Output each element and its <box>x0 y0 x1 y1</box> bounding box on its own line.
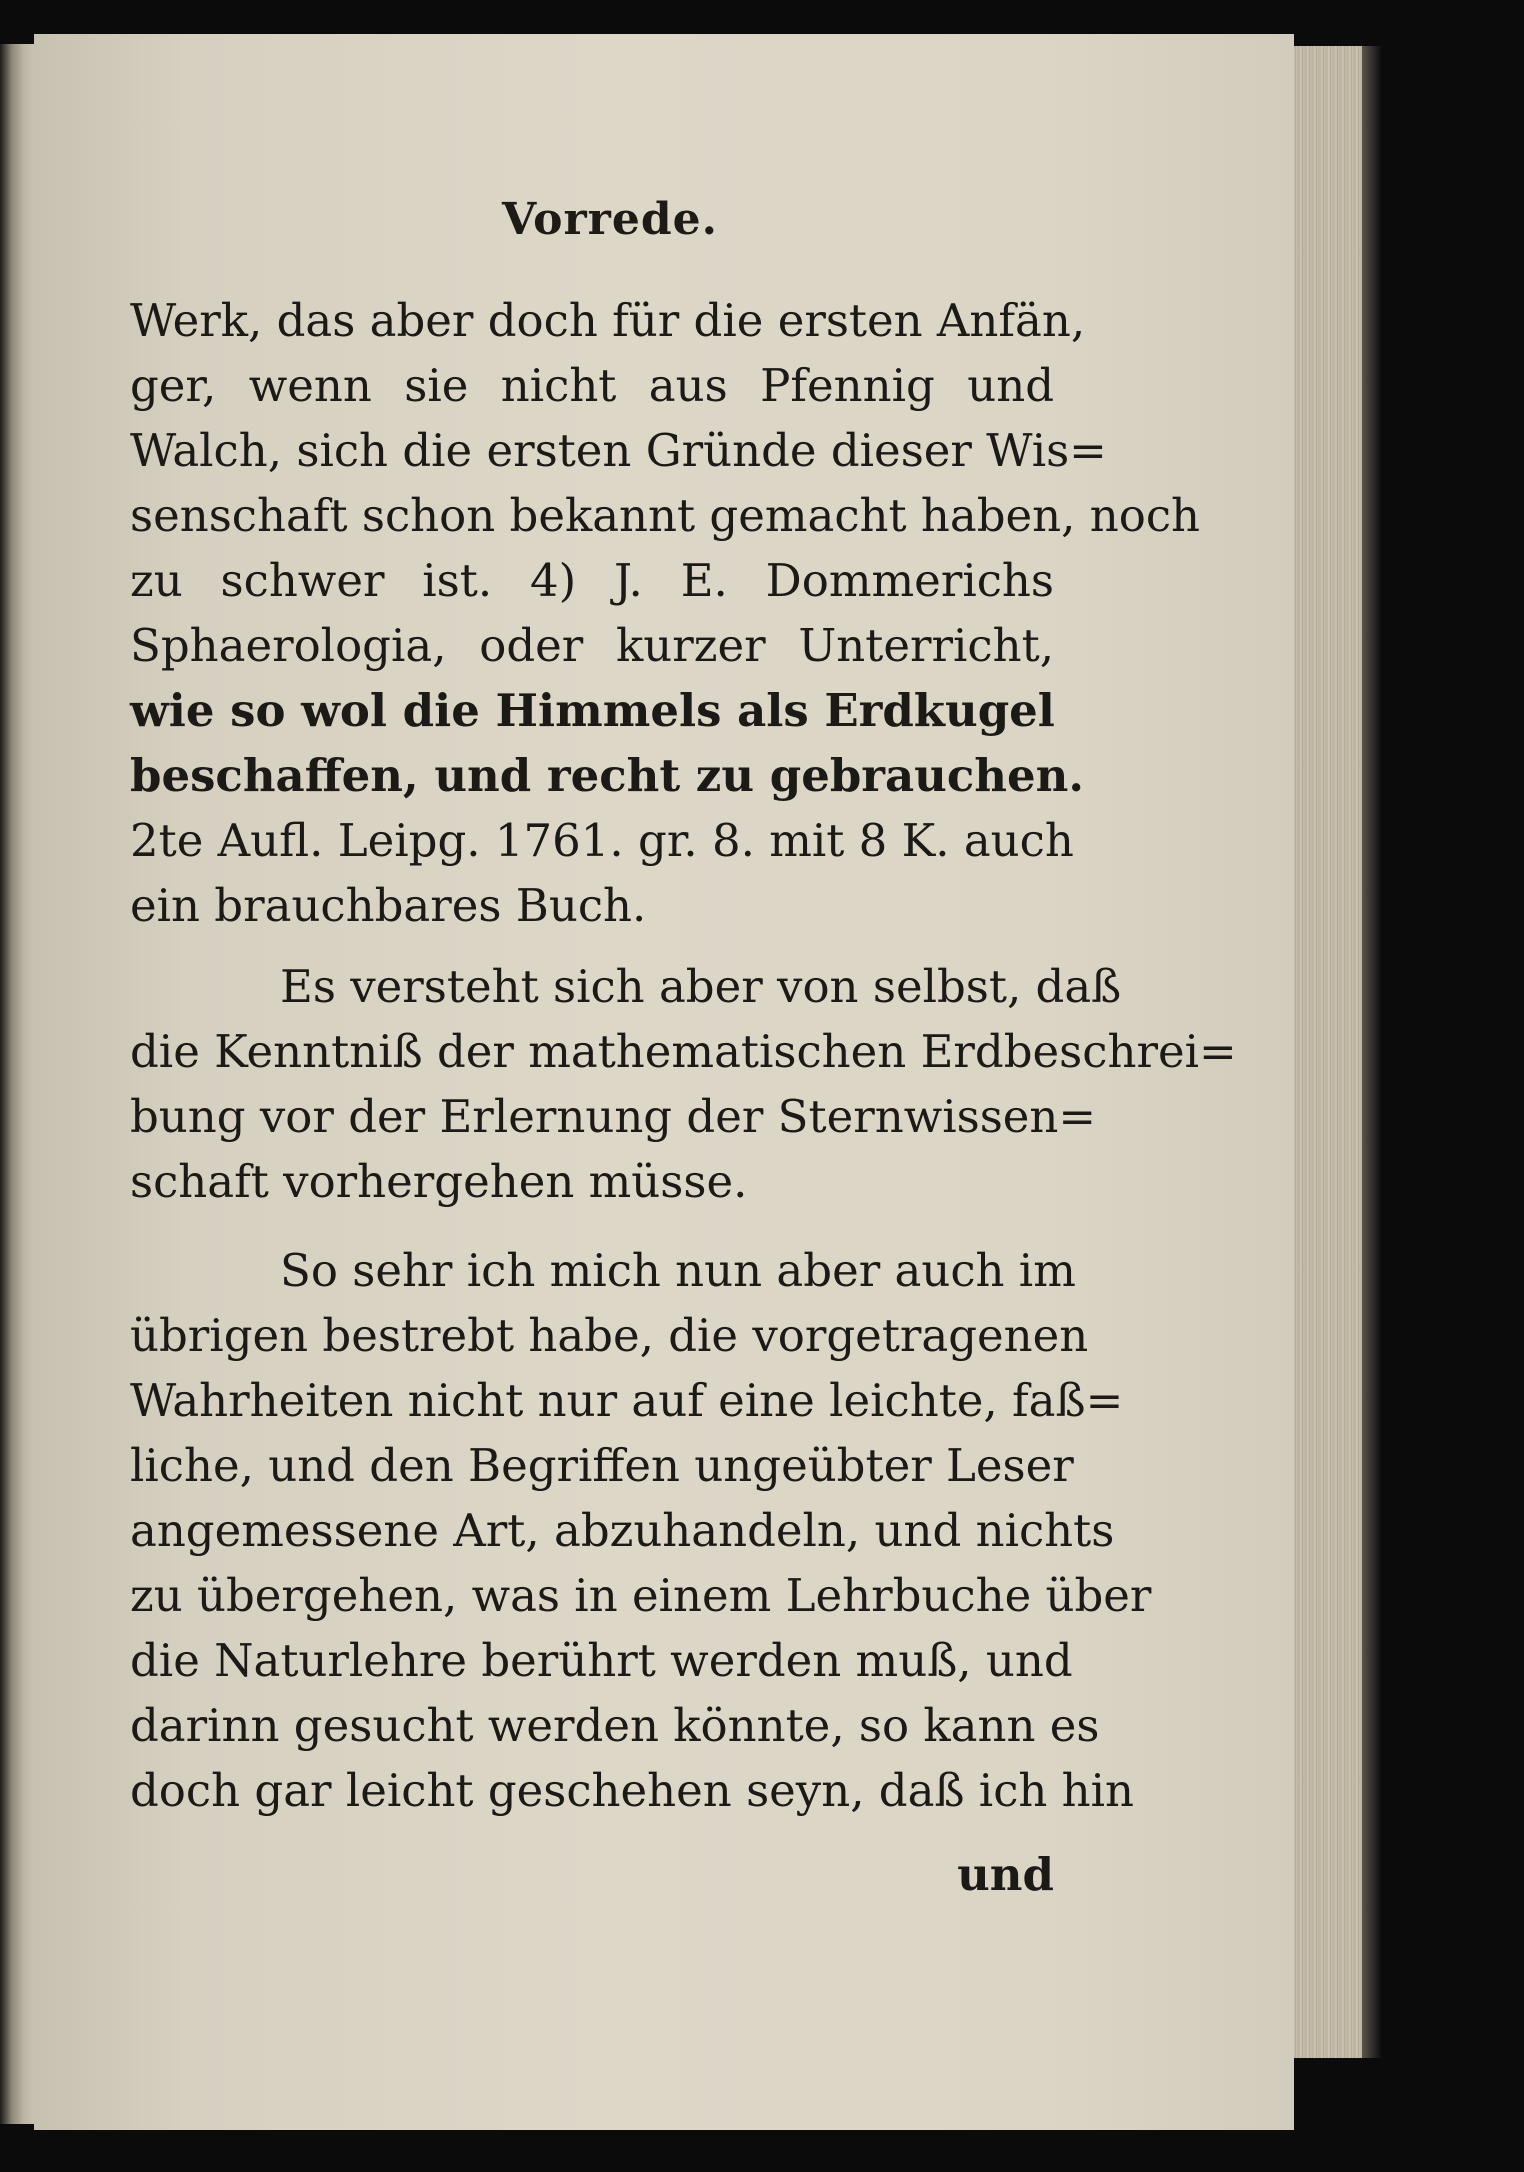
text-line: bung vor der Erlernung der Sternwissen= <box>130 1090 1097 1143</box>
text-line: angemessene Art, abzuhandeln, und nichts <box>130 1504 1115 1557</box>
text-line: schaft vorhergehen müsse. <box>130 1155 748 1208</box>
text-line: senschaft schon bekannt gemacht haben, noch <box>130 489 1201 542</box>
text-line: ein brauchbares Buch. <box>130 879 647 932</box>
paragraph-2 <box>130 954 1237 1214</box>
text-line: Walch, sich die ersten Gründe dieser Wis= <box>130 424 1107 477</box>
running-header: Vorrede. <box>502 194 718 245</box>
text-line: wie so wol die Himmels als Erdkugel <box>130 684 1055 737</box>
text-line: doch gar leicht geschehen seyn, daß ich hin <box>130 1764 1135 1817</box>
text-line: liche, und den Begriffen ungeübter Leser <box>130 1439 1074 1492</box>
text-line: zu übergehen, was in einem Lehrbuche über <box>130 1569 1152 1622</box>
catchword: und <box>957 1848 1054 1901</box>
text-line: Werk, das aber doch für die ersten Anfän, <box>130 294 1086 347</box>
paragraph-1 <box>130 288 1201 938</box>
text-line: 2te Aufl. Leipg. 1761. gr. 8. mit 8 K. auch <box>130 814 1074 867</box>
page-stack-shadow <box>1362 46 1382 2058</box>
text-line: zu schwer ist. 4) J. E. Dommerichs <box>130 554 1054 607</box>
text-line: beschaffen, und recht zu gebrauchen. <box>130 749 1085 802</box>
text-line: darinn gesucht werden könnte, so kann es <box>130 1699 1100 1752</box>
text-line: die Kenntniß der mathematischen Erdbeschrei= <box>130 1025 1237 1078</box>
text-line: ger, wenn sie nicht aus Pfennig und <box>130 359 1054 412</box>
text-line: die Naturlehre berührt werden muß, und <box>130 1634 1073 1687</box>
text-line: übrigen bestrebt habe, die vorgetragenen <box>130 1309 1089 1362</box>
text-line: Wahrheiten nicht nur auf eine leichte, faß= <box>130 1374 1124 1427</box>
left-page-edge <box>0 44 34 2124</box>
text-line: Sphaerologia, oder kurzer Unterricht, <box>130 619 1054 672</box>
text-line: Es versteht sich aber von selbst, daß <box>280 960 1122 1013</box>
paragraph-3 <box>130 1238 1152 1823</box>
text-line: So sehr ich mich nun aber auch im <box>280 1244 1076 1297</box>
